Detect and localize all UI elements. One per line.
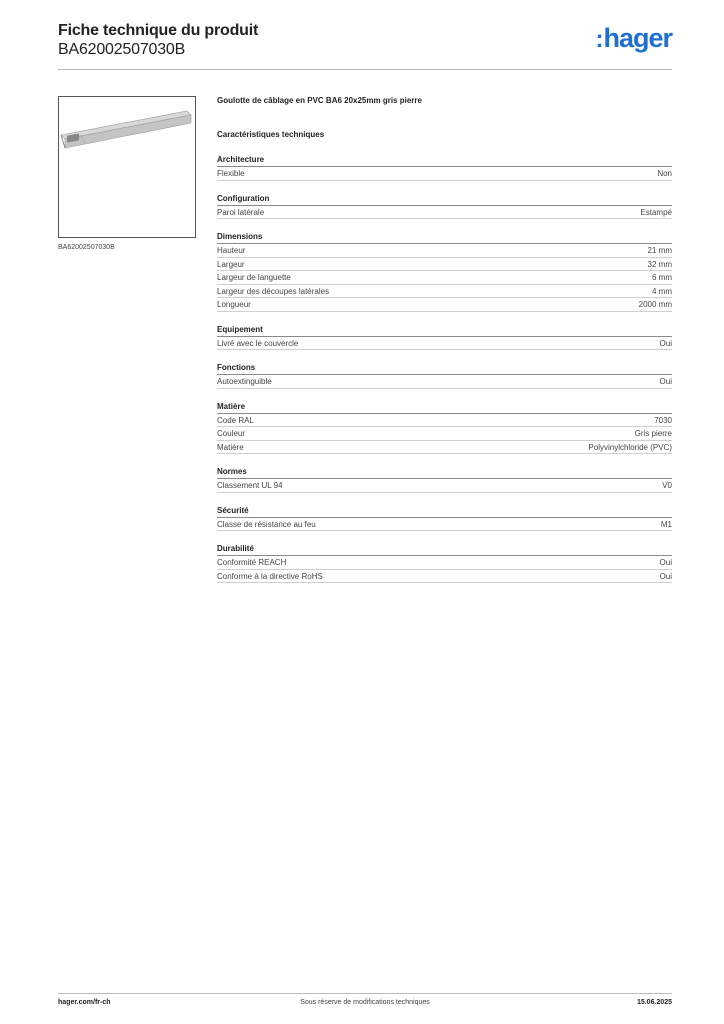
spec-label: Code RAL — [217, 415, 254, 425]
spec-row — [217, 556, 672, 570]
spec-group-architecture — [217, 154, 672, 181]
group-title: Configuration — [217, 193, 672, 206]
spec-row — [217, 337, 672, 351]
spec-value: 32 mm — [647, 259, 672, 269]
spec-value: Oui — [659, 558, 672, 567]
spec-label: Classement UL 94 — [217, 481, 283, 490]
page-title: Fiche technique du produit — [58, 22, 259, 39]
footer-divider — [58, 993, 672, 994]
spec-value: Non — [657, 169, 672, 178]
logo-dot-icon: : — [595, 26, 603, 53]
spec-row — [217, 167, 672, 181]
spec-group-fonctions — [217, 362, 672, 389]
spec-label: Livré avec le couvercle — [217, 338, 299, 348]
spec-label: Conforme à la directive RoHS — [217, 571, 323, 581]
footer-disclaimer: Sous réserve de modifications techniques — [300, 999, 430, 1006]
group-title: Durabilité — [217, 543, 672, 556]
spec-label: Hauteur — [217, 246, 246, 255]
group-title: Sécurité — [217, 505, 672, 518]
hager-logo[interactable] — [595, 25, 672, 52]
spec-row — [217, 271, 672, 285]
spec-label: Couleur — [217, 429, 246, 438]
group-title: Architecture — [217, 154, 672, 167]
group-title: Normes — [217, 466, 672, 479]
page-header — [58, 22, 672, 70]
spec-row — [217, 258, 672, 272]
spec-row — [217, 414, 672, 428]
spec-value: Oui — [659, 338, 672, 348]
spec-value: V0 — [662, 481, 672, 490]
spec-label: Autoextinguible — [217, 377, 272, 386]
image-caption: BA62002507030B — [58, 244, 115, 251]
spec-group-equipement — [217, 324, 672, 351]
spec-label: Conformité REACH — [217, 558, 287, 567]
footer-website-link[interactable]: hager.com/fr-ch — [58, 999, 111, 1006]
spec-value: Gris pierre — [634, 429, 672, 438]
spec-value: 7030 — [654, 415, 672, 425]
group-title: Dimensions — [217, 231, 672, 244]
spec-group-dimensions — [217, 231, 672, 312]
spec-group-configuration — [217, 193, 672, 220]
specifications-panel — [217, 96, 672, 583]
spec-value: 4 mm — [652, 286, 672, 296]
spec-row — [217, 570, 672, 584]
header-divider — [58, 69, 672, 70]
spec-value: Estampé — [640, 207, 672, 217]
spec-label: Largeur de languette — [217, 273, 291, 282]
logo-text: hager — [603, 23, 672, 53]
spec-group-matiere — [217, 401, 672, 455]
product-reference: BA62002507030B — [58, 41, 186, 58]
group-title: Matière — [217, 401, 672, 414]
spec-row — [217, 285, 672, 299]
spec-value: Oui — [659, 571, 672, 581]
spec-label: Classe de résistance au feu — [217, 519, 316, 529]
spec-group-normes — [217, 466, 672, 493]
spec-value: 2000 mm — [638, 300, 672, 309]
spec-label: Matière — [217, 442, 244, 452]
spec-group-durabilite — [217, 543, 672, 583]
spec-value: 6 mm — [652, 273, 672, 282]
spec-label: Paroi latérale — [217, 207, 265, 217]
footer-date: 15.06.2025 — [636, 999, 672, 1006]
spec-row — [217, 206, 672, 220]
cable-duct-illustration — [59, 97, 195, 237]
spec-row — [217, 479, 672, 493]
spec-value: M1 — [660, 519, 672, 529]
section-heading: Caractéristiques techniques — [217, 130, 325, 139]
spec-value: Polyvinylchloride (PVC) — [588, 442, 672, 452]
spec-row — [217, 441, 672, 455]
group-title: Fonctions — [217, 362, 672, 375]
spec-label: Longueur — [217, 300, 251, 309]
spec-label: Largeur des découpes latérales — [217, 286, 330, 296]
product-name: Goulotte de câblage en PVC BA6 20x25mm gris pierre — [217, 96, 422, 105]
spec-row — [217, 427, 672, 441]
spec-row — [217, 244, 672, 258]
spec-label: Flexible — [217, 169, 245, 178]
group-title: Equipement — [217, 324, 672, 337]
spec-value: Oui — [659, 377, 672, 386]
spec-label: Largeur — [217, 259, 245, 269]
product-image — [58, 96, 196, 238]
spec-row — [217, 518, 672, 532]
spec-row — [217, 298, 672, 312]
spec-group-securite — [217, 505, 672, 532]
spec-value: 21 mm — [647, 246, 672, 255]
spec-row — [217, 375, 672, 389]
